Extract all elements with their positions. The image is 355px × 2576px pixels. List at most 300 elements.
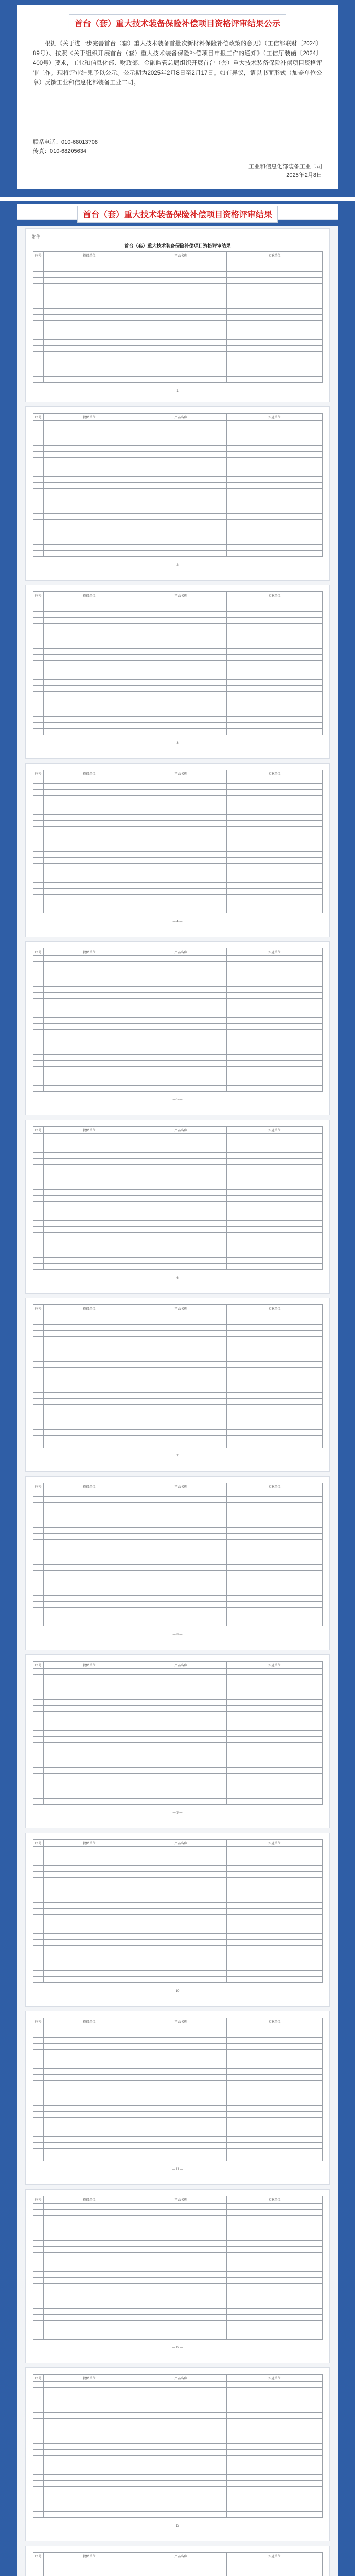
table-cell bbox=[135, 358, 227, 364]
table-cell bbox=[33, 1552, 44, 1558]
table-cell bbox=[135, 821, 227, 827]
table-row bbox=[33, 1521, 323, 1528]
table-cell bbox=[44, 1208, 135, 1214]
table-row bbox=[33, 2025, 323, 2031]
table-cell bbox=[44, 538, 135, 545]
table-cell bbox=[44, 2278, 135, 2284]
table-cell bbox=[227, 1681, 323, 1687]
table-cell bbox=[33, 1859, 44, 1866]
table-row bbox=[33, 2093, 323, 2099]
table-cell bbox=[135, 2333, 227, 2340]
table-header-cell: 产品名称 bbox=[135, 2375, 227, 2382]
table-cell bbox=[33, 1490, 44, 1497]
table-header-cell: 序号 bbox=[33, 1662, 44, 1669]
table-row bbox=[33, 1423, 323, 1430]
table-cell bbox=[135, 642, 227, 649]
table-header-cell: 序号 bbox=[33, 948, 44, 956]
table-row bbox=[33, 2038, 323, 2044]
table-cell bbox=[227, 1878, 323, 1884]
table-cell bbox=[135, 340, 227, 346]
table-row bbox=[33, 1724, 323, 1731]
table-row bbox=[33, 2149, 323, 2155]
table-cell bbox=[33, 321, 44, 327]
table-cell bbox=[33, 2419, 44, 2425]
table-cell bbox=[33, 907, 44, 913]
table-cell bbox=[227, 2333, 323, 2340]
table-cell bbox=[227, 1890, 323, 1896]
table-cell bbox=[135, 815, 227, 821]
table-row bbox=[33, 1558, 323, 1565]
table-row bbox=[33, 686, 323, 692]
table-cell bbox=[44, 1927, 135, 1934]
table-cell bbox=[44, 2228, 135, 2234]
table-cell bbox=[227, 1393, 323, 1399]
table-cell bbox=[227, 612, 323, 618]
table-cell bbox=[33, 1079, 44, 1086]
table-header-cell: 实施单位 bbox=[227, 1840, 323, 1847]
table-row bbox=[33, 1018, 323, 1024]
table-cell bbox=[44, 2137, 135, 2143]
table-cell bbox=[227, 1318, 323, 1325]
table-row bbox=[33, 1903, 323, 1909]
table-cell bbox=[33, 1386, 44, 1393]
table-cell bbox=[33, 2413, 44, 2419]
table-cell bbox=[227, 1718, 323, 1724]
table-cell bbox=[227, 333, 323, 340]
table-cell bbox=[135, 1355, 227, 1362]
table-header-cell: 产品名称 bbox=[135, 592, 227, 599]
table-row bbox=[33, 346, 323, 352]
table-cell bbox=[44, 1608, 135, 1614]
table-cell bbox=[44, 1675, 135, 1681]
table-cell bbox=[33, 477, 44, 483]
table-cell bbox=[44, 1318, 135, 1325]
table-header-cell: 投保单位 bbox=[44, 592, 135, 599]
table-cell bbox=[227, 667, 323, 673]
table-cell bbox=[227, 692, 323, 698]
table-row bbox=[33, 2572, 323, 2576]
table-row bbox=[33, 2130, 323, 2137]
table-cell bbox=[44, 1903, 135, 1909]
table-cell bbox=[227, 1190, 323, 1196]
table-cell bbox=[227, 1079, 323, 1086]
table-cell bbox=[135, 2031, 227, 2038]
table-cell bbox=[44, 1436, 135, 1442]
table-row bbox=[33, 858, 323, 864]
table-cell bbox=[135, 2118, 227, 2124]
table-cell bbox=[135, 296, 227, 302]
table-cell bbox=[44, 1958, 135, 1964]
table-cell bbox=[44, 2290, 135, 2296]
table-cell bbox=[135, 827, 227, 833]
table-cell bbox=[33, 704, 44, 710]
table-cell bbox=[135, 1768, 227, 1774]
table-cell bbox=[135, 1442, 227, 1448]
table-cell bbox=[44, 1546, 135, 1552]
table-row bbox=[33, 501, 323, 507]
table-cell bbox=[44, 2112, 135, 2118]
table-cell bbox=[33, 1799, 44, 1805]
table-cell bbox=[33, 2425, 44, 2431]
table-row bbox=[33, 2499, 323, 2505]
table-cell bbox=[33, 2278, 44, 2284]
table-row bbox=[33, 1153, 323, 1159]
table-cell bbox=[135, 551, 227, 557]
table-cell bbox=[135, 272, 227, 278]
table-cell bbox=[227, 723, 323, 729]
results-table bbox=[33, 2374, 323, 2518]
table-cell bbox=[227, 2143, 323, 2149]
table-cell bbox=[135, 858, 227, 864]
table-row bbox=[33, 1221, 323, 1227]
table-row bbox=[33, 1393, 323, 1399]
table-cell bbox=[135, 845, 227, 852]
table-cell bbox=[227, 1915, 323, 1921]
page-number: — 12 — bbox=[171, 2346, 183, 2349]
table-cell bbox=[227, 2388, 323, 2394]
table-cell bbox=[135, 1343, 227, 1349]
document-page bbox=[26, 1655, 329, 1828]
table-cell bbox=[33, 1878, 44, 1884]
table-cell bbox=[33, 2025, 44, 2031]
table-cell bbox=[33, 956, 44, 962]
table-cell bbox=[44, 1558, 135, 1565]
table-cell bbox=[135, 649, 227, 655]
table-cell bbox=[33, 2106, 44, 2112]
table-cell bbox=[33, 1423, 44, 1430]
table-cell bbox=[33, 1596, 44, 1602]
table-cell bbox=[227, 439, 323, 446]
table-cell bbox=[33, 1430, 44, 1436]
table-cell bbox=[227, 1724, 323, 1731]
table-row bbox=[33, 839, 323, 845]
table-cell bbox=[33, 1177, 44, 1183]
table-cell bbox=[44, 827, 135, 833]
table-cell bbox=[44, 1073, 135, 1079]
table-cell bbox=[44, 956, 135, 962]
table-cell bbox=[44, 2038, 135, 2044]
attachment-title: 首台（套）重大技术装备保险补偿项目资格评审结果 bbox=[82, 211, 273, 219]
table-cell bbox=[44, 2566, 135, 2572]
table-header-cell: 投保单位 bbox=[44, 252, 135, 259]
table-cell bbox=[135, 907, 227, 913]
table-cell bbox=[44, 2321, 135, 2327]
table-cell bbox=[33, 545, 44, 551]
table-cell bbox=[44, 2413, 135, 2419]
table-cell bbox=[135, 1073, 227, 1079]
attachment-header bbox=[17, 204, 338, 219]
table-cell bbox=[227, 2406, 323, 2413]
table-cell bbox=[135, 2124, 227, 2130]
table-cell bbox=[33, 2302, 44, 2309]
table-cell bbox=[227, 1018, 323, 1024]
table-row bbox=[33, 2302, 323, 2309]
table-row bbox=[33, 1048, 323, 1055]
table-row bbox=[33, 2247, 323, 2253]
table-row bbox=[33, 532, 323, 538]
table-cell bbox=[33, 2431, 44, 2437]
table-cell bbox=[33, 968, 44, 974]
table-cell bbox=[33, 1558, 44, 1565]
table-cell bbox=[44, 2241, 135, 2247]
table-cell bbox=[135, 514, 227, 520]
table-cell bbox=[44, 2247, 135, 2253]
table-cell bbox=[44, 1423, 135, 1430]
table-header-cell: 投保单位 bbox=[44, 948, 135, 956]
table-row bbox=[33, 1589, 323, 1596]
table-row bbox=[33, 1596, 323, 1602]
table-cell bbox=[33, 265, 44, 272]
table-cell bbox=[227, 1386, 323, 1393]
table-cell bbox=[44, 1977, 135, 1983]
table-row bbox=[33, 980, 323, 987]
table-cell bbox=[44, 987, 135, 993]
table-row bbox=[33, 1325, 323, 1331]
table-cell bbox=[135, 2475, 227, 2481]
table-row bbox=[33, 464, 323, 470]
table-row bbox=[33, 1380, 323, 1386]
table-cell bbox=[135, 1362, 227, 1368]
table-cell bbox=[44, 1380, 135, 1386]
table-cell bbox=[33, 858, 44, 864]
table-cell bbox=[33, 2475, 44, 2481]
table-cell bbox=[33, 1602, 44, 1608]
table-cell bbox=[33, 1030, 44, 1036]
table-cell bbox=[33, 1509, 44, 1515]
table-cell bbox=[33, 612, 44, 618]
table-cell bbox=[227, 630, 323, 636]
table-cell bbox=[33, 636, 44, 642]
table-cell bbox=[227, 1927, 323, 1934]
table-cell bbox=[33, 1977, 44, 1983]
table-cell bbox=[33, 1165, 44, 1171]
table-cell bbox=[33, 1171, 44, 1177]
table-cell bbox=[227, 1030, 323, 1036]
table-cell bbox=[44, 1780, 135, 1786]
table-cell bbox=[33, 1693, 44, 1700]
table-cell bbox=[33, 1946, 44, 1952]
table-row bbox=[33, 458, 323, 464]
table-row bbox=[33, 1183, 323, 1190]
table-cell bbox=[135, 2099, 227, 2106]
table-header-cell: 产品名称 bbox=[135, 1662, 227, 1669]
table-cell bbox=[135, 2566, 227, 2572]
table-cell bbox=[44, 2450, 135, 2456]
table-cell bbox=[33, 278, 44, 284]
table-cell bbox=[33, 2333, 44, 2340]
table-row bbox=[33, 1731, 323, 1737]
table-cell bbox=[227, 1534, 323, 1540]
results-table bbox=[33, 1304, 323, 1448]
table-cell bbox=[135, 1749, 227, 1755]
table-cell bbox=[135, 1866, 227, 1872]
table-cell bbox=[33, 290, 44, 296]
table-row bbox=[33, 968, 323, 974]
table-cell bbox=[135, 790, 227, 796]
table-cell bbox=[33, 1934, 44, 1940]
notice-title: 首台（套）重大技术装备保险补偿项目资格评审结果公示 bbox=[74, 20, 281, 28]
table-cell bbox=[227, 1780, 323, 1786]
table-cell bbox=[44, 2560, 135, 2566]
table-cell bbox=[227, 1264, 323, 1270]
table-row bbox=[33, 2278, 323, 2284]
table-header-cell: 实施单位 bbox=[227, 1662, 323, 1669]
table-cell bbox=[33, 1245, 44, 1251]
table-cell bbox=[227, 1946, 323, 1952]
table-cell bbox=[44, 1374, 135, 1380]
table-cell bbox=[135, 784, 227, 790]
table-cell bbox=[33, 358, 44, 364]
table-cell bbox=[227, 974, 323, 980]
table-row bbox=[33, 1946, 323, 1952]
table-cell bbox=[135, 1374, 227, 1380]
table-cell bbox=[33, 1909, 44, 1915]
table-cell bbox=[44, 883, 135, 889]
table-cell bbox=[227, 520, 323, 526]
table-header-cell: 实施单位 bbox=[227, 2553, 323, 2560]
table-cell bbox=[227, 2025, 323, 2031]
table-header-cell: 实施单位 bbox=[227, 2018, 323, 2025]
table-row bbox=[33, 2228, 323, 2234]
table-cell bbox=[33, 2130, 44, 2137]
table-cell bbox=[135, 1318, 227, 1325]
table-row bbox=[33, 1847, 323, 1853]
table-cell bbox=[227, 1196, 323, 1202]
table-cell bbox=[227, 2031, 323, 2038]
table-header-cell: 序号 bbox=[33, 2375, 44, 2382]
table-cell bbox=[44, 1761, 135, 1768]
table-cell bbox=[227, 2106, 323, 2112]
table-row bbox=[33, 495, 323, 501]
table-row bbox=[33, 636, 323, 642]
table-cell bbox=[33, 1146, 44, 1153]
table-header-cell: 序号 bbox=[33, 2196, 44, 2204]
table-cell bbox=[33, 1571, 44, 1577]
table-cell bbox=[227, 1423, 323, 1430]
table-cell bbox=[33, 649, 44, 655]
table-cell bbox=[135, 1737, 227, 1743]
document-page bbox=[26, 764, 329, 937]
table-cell bbox=[227, 655, 323, 661]
table-header-cell: 产品名称 bbox=[135, 252, 227, 259]
table-row bbox=[33, 796, 323, 802]
table-header-cell: 序号 bbox=[33, 252, 44, 259]
table-cell bbox=[227, 1712, 323, 1718]
table-cell bbox=[135, 1681, 227, 1687]
table-cell bbox=[135, 1208, 227, 1214]
table-cell bbox=[44, 507, 135, 514]
table-cell bbox=[44, 618, 135, 624]
table-cell bbox=[33, 1675, 44, 1681]
table-cell bbox=[227, 352, 323, 358]
table-cell bbox=[33, 2512, 44, 2518]
table-cell bbox=[227, 1700, 323, 1706]
table-cell bbox=[44, 1755, 135, 1761]
table-row bbox=[33, 1718, 323, 1724]
table-cell bbox=[44, 2259, 135, 2265]
table-cell bbox=[135, 1608, 227, 1614]
table-cell bbox=[33, 352, 44, 358]
table-cell bbox=[227, 1755, 323, 1761]
table-cell bbox=[135, 2321, 227, 2327]
table-row bbox=[33, 1503, 323, 1509]
table-cell bbox=[33, 1583, 44, 1589]
table-cell bbox=[227, 2259, 323, 2265]
table-cell bbox=[227, 2505, 323, 2512]
table-cell bbox=[44, 876, 135, 883]
table-cell bbox=[33, 1540, 44, 1546]
table-cell bbox=[135, 2309, 227, 2315]
table-row bbox=[33, 1134, 323, 1140]
table-cell bbox=[227, 483, 323, 489]
table-header-cell: 序号 bbox=[33, 1840, 44, 1847]
table-cell bbox=[227, 1565, 323, 1571]
table-cell bbox=[227, 489, 323, 495]
table-row bbox=[33, 2137, 323, 2143]
table-cell bbox=[135, 458, 227, 464]
table-cell bbox=[135, 1036, 227, 1042]
table-cell bbox=[135, 2431, 227, 2437]
table-row bbox=[33, 2333, 323, 2340]
table-cell bbox=[135, 655, 227, 661]
table-cell bbox=[33, 1786, 44, 1792]
table-cell bbox=[135, 302, 227, 309]
table-cell bbox=[135, 2222, 227, 2228]
table-cell bbox=[44, 1737, 135, 1743]
table-cell bbox=[33, 889, 44, 895]
table-cell bbox=[33, 538, 44, 545]
table-header-cell: 序号 bbox=[33, 770, 44, 777]
table-cell bbox=[33, 2560, 44, 2566]
page-number: — 5 — bbox=[172, 1098, 183, 1101]
table-row bbox=[33, 2204, 323, 2210]
table-cell bbox=[44, 901, 135, 907]
table-cell bbox=[33, 784, 44, 790]
table-cell bbox=[44, 1214, 135, 1221]
table-cell bbox=[227, 999, 323, 1005]
table-cell bbox=[227, 1903, 323, 1909]
table-cell bbox=[227, 1349, 323, 1355]
table-cell bbox=[227, 1977, 323, 1983]
table-row bbox=[33, 2462, 323, 2468]
table-cell bbox=[227, 1799, 323, 1805]
table-cell bbox=[227, 1934, 323, 1940]
table-row bbox=[33, 729, 323, 735]
table-row bbox=[33, 1227, 323, 1233]
table-cell bbox=[227, 1546, 323, 1552]
document-page bbox=[26, 585, 329, 758]
table-row bbox=[33, 370, 323, 377]
page-number: — 3 — bbox=[172, 742, 183, 745]
table-cell bbox=[135, 1380, 227, 1386]
table-cell bbox=[227, 2425, 323, 2431]
table-cell bbox=[33, 2437, 44, 2444]
table-cell bbox=[135, 1896, 227, 1903]
results-table bbox=[33, 1483, 323, 1626]
document-page bbox=[26, 1833, 329, 2006]
table-cell bbox=[135, 1977, 227, 1983]
table-cell bbox=[33, 802, 44, 808]
table-cell bbox=[135, 1774, 227, 1780]
table-row bbox=[33, 889, 323, 895]
table-row bbox=[33, 852, 323, 858]
table-cell bbox=[227, 290, 323, 296]
table-row bbox=[33, 514, 323, 520]
table-header-cell: 投保单位 bbox=[44, 2553, 135, 2560]
table-cell bbox=[135, 1528, 227, 1534]
table-cell bbox=[227, 2309, 323, 2315]
table-row bbox=[33, 1761, 323, 1768]
